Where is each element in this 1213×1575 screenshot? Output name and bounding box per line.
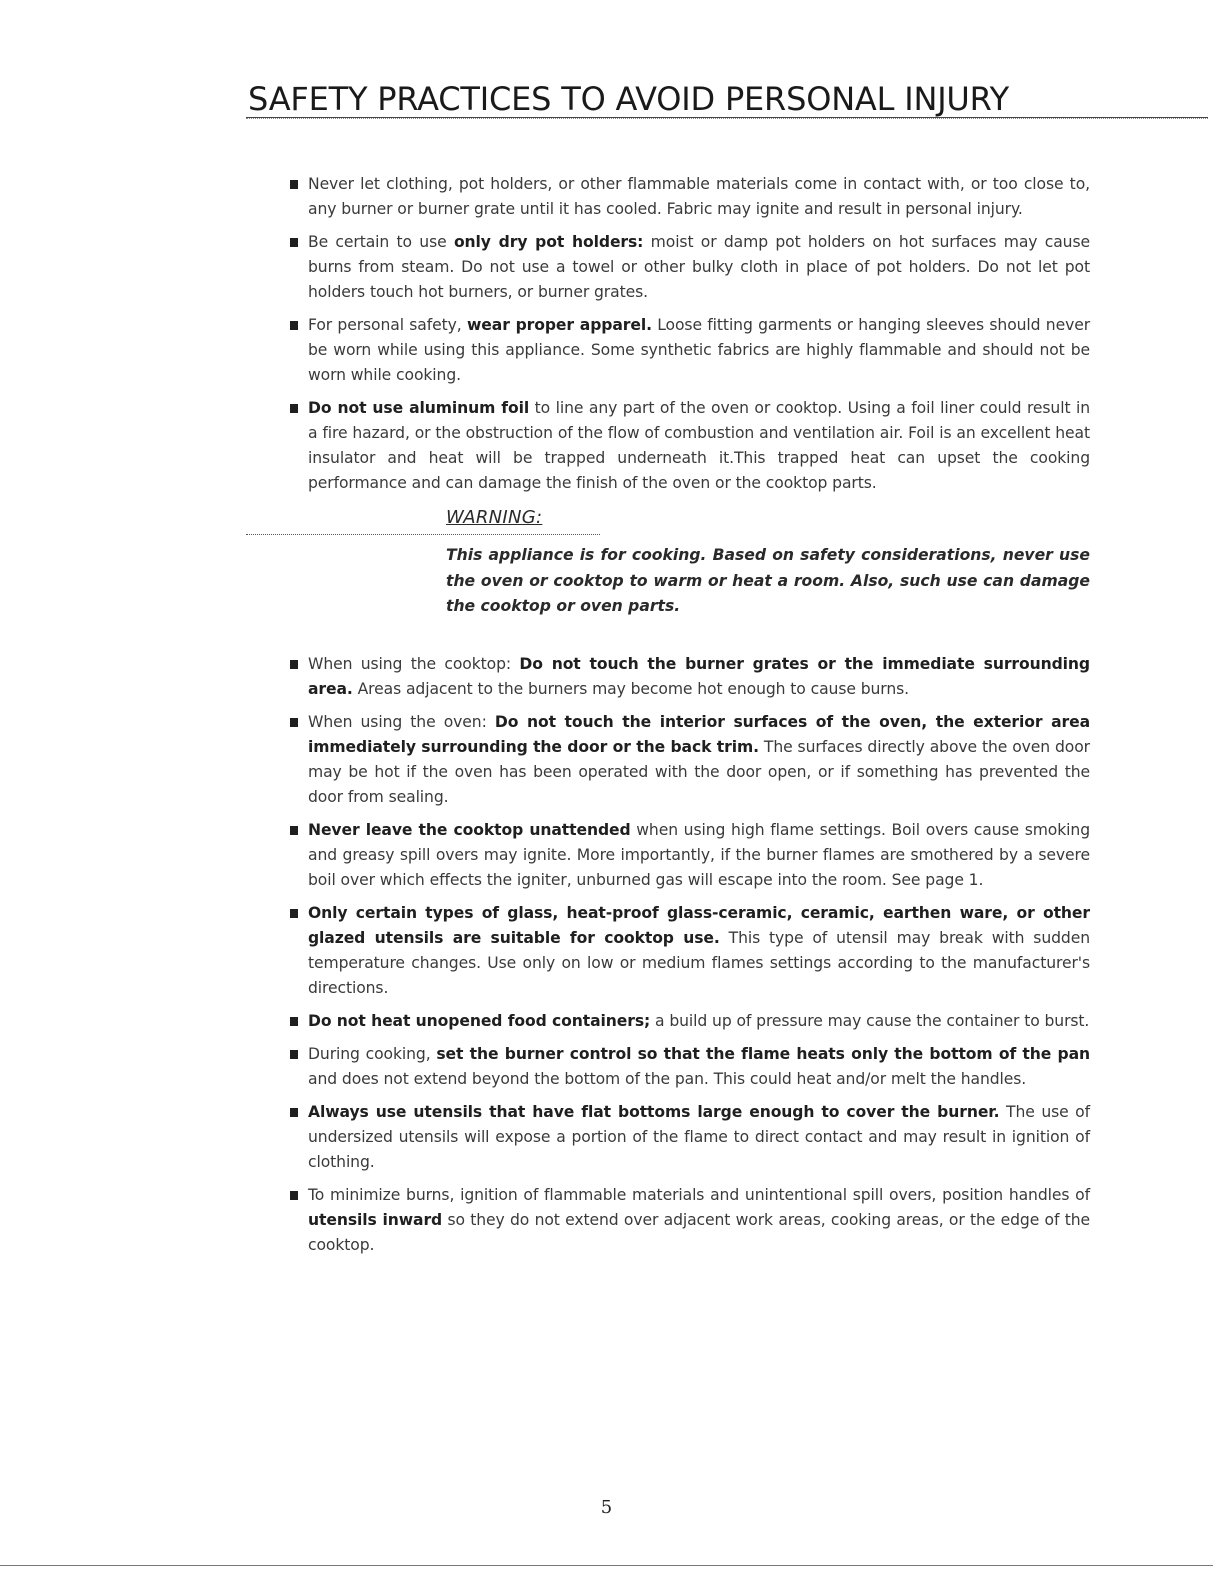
safety-item-text: This type of utensil may break with sudden temperature changes. Use only on low or medium flames settings according to the manufacturer's directions. <box>308 929 1090 997</box>
safety-list-upper <box>290 172 1090 504</box>
safety-item-emphasis: set the burner control so that the flame heats only the bottom of the pan <box>436 1045 1090 1063</box>
safety-item-text: When using the cooktop: <box>308 655 520 673</box>
safety-item-emphasis: wear proper apparel. <box>466 316 652 334</box>
square-bullet-icon <box>290 826 298 835</box>
page-number: 5 <box>600 1497 613 1518</box>
safety-item-text: to line any part of the oven or cooktop. Using a foil liner could result in a fire hazard, or the obstruction of the flow of combustion and ventilation air. Foil is an excellent heat insulator and heat will be trapped underneath it.This trapped heat can upset the cooking performance and can damage the finish of the oven or the cooktop parts. <box>308 399 1091 492</box>
safety-item-text: The use of undersized utensils will expose a portion of the flame to direct contact and may result in ignition of clothing. <box>308 1103 1091 1171</box>
safety-item-emphasis: Do not use aluminum foil <box>308 399 530 417</box>
safety-item <box>290 1183 1090 1258</box>
warning-rule <box>246 534 600 535</box>
square-bullet-icon <box>290 909 298 918</box>
safety-item-text: The surfaces directly above the oven door may be hot if the oven has been operated with the door open, or if something has prevented the door from sealing. <box>308 738 1090 806</box>
safety-list-lower <box>290 652 1090 1266</box>
safety-item-text: Be certain to use <box>308 233 454 251</box>
safety-item <box>290 652 1090 702</box>
safety-item-text: so they do not extend over adjacent work areas, cooking areas, or the edge of the cooktop. <box>308 1211 1090 1254</box>
safety-item <box>290 172 1090 222</box>
square-bullet-icon <box>290 660 298 669</box>
safety-item-text: Areas adjacent to the burners may become hot enough to cause burns. <box>352 680 909 698</box>
safety-item-emphasis: Never leave the cooktop unattended <box>308 821 631 839</box>
square-bullet-icon <box>290 1108 298 1117</box>
square-bullet-icon <box>290 718 298 727</box>
safety-item <box>290 230 1090 305</box>
square-bullet-icon <box>290 180 298 189</box>
square-bullet-icon <box>290 238 298 247</box>
safety-item-emphasis: Do not touch the interior surfaces of the oven, the exterior area immediately surrounding the door or the back trim. <box>308 713 1090 756</box>
square-bullet-icon <box>290 321 298 330</box>
safety-item <box>290 1100 1090 1175</box>
safety-item-text: During cooking, <box>308 1045 437 1063</box>
safety-item <box>290 901 1090 1001</box>
safety-item-emphasis: Do not touch the burner grates or the immediate surrounding area. <box>308 655 1090 698</box>
square-bullet-icon <box>290 404 298 413</box>
square-bullet-icon <box>290 1191 298 1200</box>
footer-rule <box>0 1565 1213 1566</box>
safety-item-emphasis: Do not heat unopened food containers; <box>308 1012 651 1030</box>
square-bullet-icon <box>290 1050 298 1059</box>
safety-item-text: Loose fitting garments or hanging sleeves should never be worn while using this appliance. Some synthetic fabrics are highly flammable and should not be worn while cooking. <box>308 316 1091 384</box>
warning-text: This appliance is for cooking. Based on safety considerations, never use the oven or cooktop to warm or heat a room. Also, such use can damage the cooktop or oven parts. <box>446 546 1090 615</box>
square-bullet-icon <box>290 1017 298 1026</box>
safety-item-emphasis: only dry pot holders: <box>453 233 644 251</box>
warning-heading: WARNING: <box>446 507 543 528</box>
safety-item-emphasis: utensils inward <box>308 1211 443 1229</box>
safety-item <box>290 818 1090 893</box>
safety-item-emphasis: Only certain types of glass, heat-proof glass-ceramic, ceramic, earthen ware, or other glazed utensils are suitable for cooktop use. <box>308 904 1090 947</box>
safety-item-text: When using the oven: <box>308 713 495 731</box>
safety-item-text: when using high flame settings. Boil overs cause smoking and greasy spill overs may ignite. More importantly, if the burner flames are smothered by a severe boil over which effects the igniter, unburned gas will escape into the room. See page 1. <box>308 821 1090 889</box>
safety-item <box>290 1042 1090 1092</box>
safety-item-text: a build up of pressure may cause the container to burst. <box>650 1012 1090 1030</box>
title-underline <box>246 117 1208 119</box>
safety-item-text: For personal safety, <box>308 316 467 334</box>
safety-item <box>290 396 1090 496</box>
page-title: SAFETY PRACTICES TO AVOID PERSONAL INJURY <box>248 80 1009 118</box>
safety-item <box>290 710 1090 810</box>
safety-item-text: and does not extend beyond the bottom of the pan. This could heat and/or melt the handles. <box>308 1070 1027 1088</box>
safety-item-text: Never let clothing, pot holders, or other flammable materials come in contact with, or too close to, any burner or burner grate until it has cooled. Fabric may ignite and result in personal injury. <box>308 175 1090 218</box>
safety-item-emphasis: Always use utensils that have flat bottoms large enough to cover the burner. <box>308 1103 1000 1121</box>
safety-item-text: moist or damp pot holders on hot surfaces may cause burns from steam. Do not use a towel or other bulky cloth in place of pot holders. Do not let pot holders touch hot burners, or burner grates. <box>308 233 1090 301</box>
safety-item <box>290 1009 1090 1034</box>
safety-item-text: To minimize burns, ignition of flammable materials and unintentional spill overs, position handles of <box>308 1186 1090 1204</box>
safety-item <box>290 313 1090 388</box>
